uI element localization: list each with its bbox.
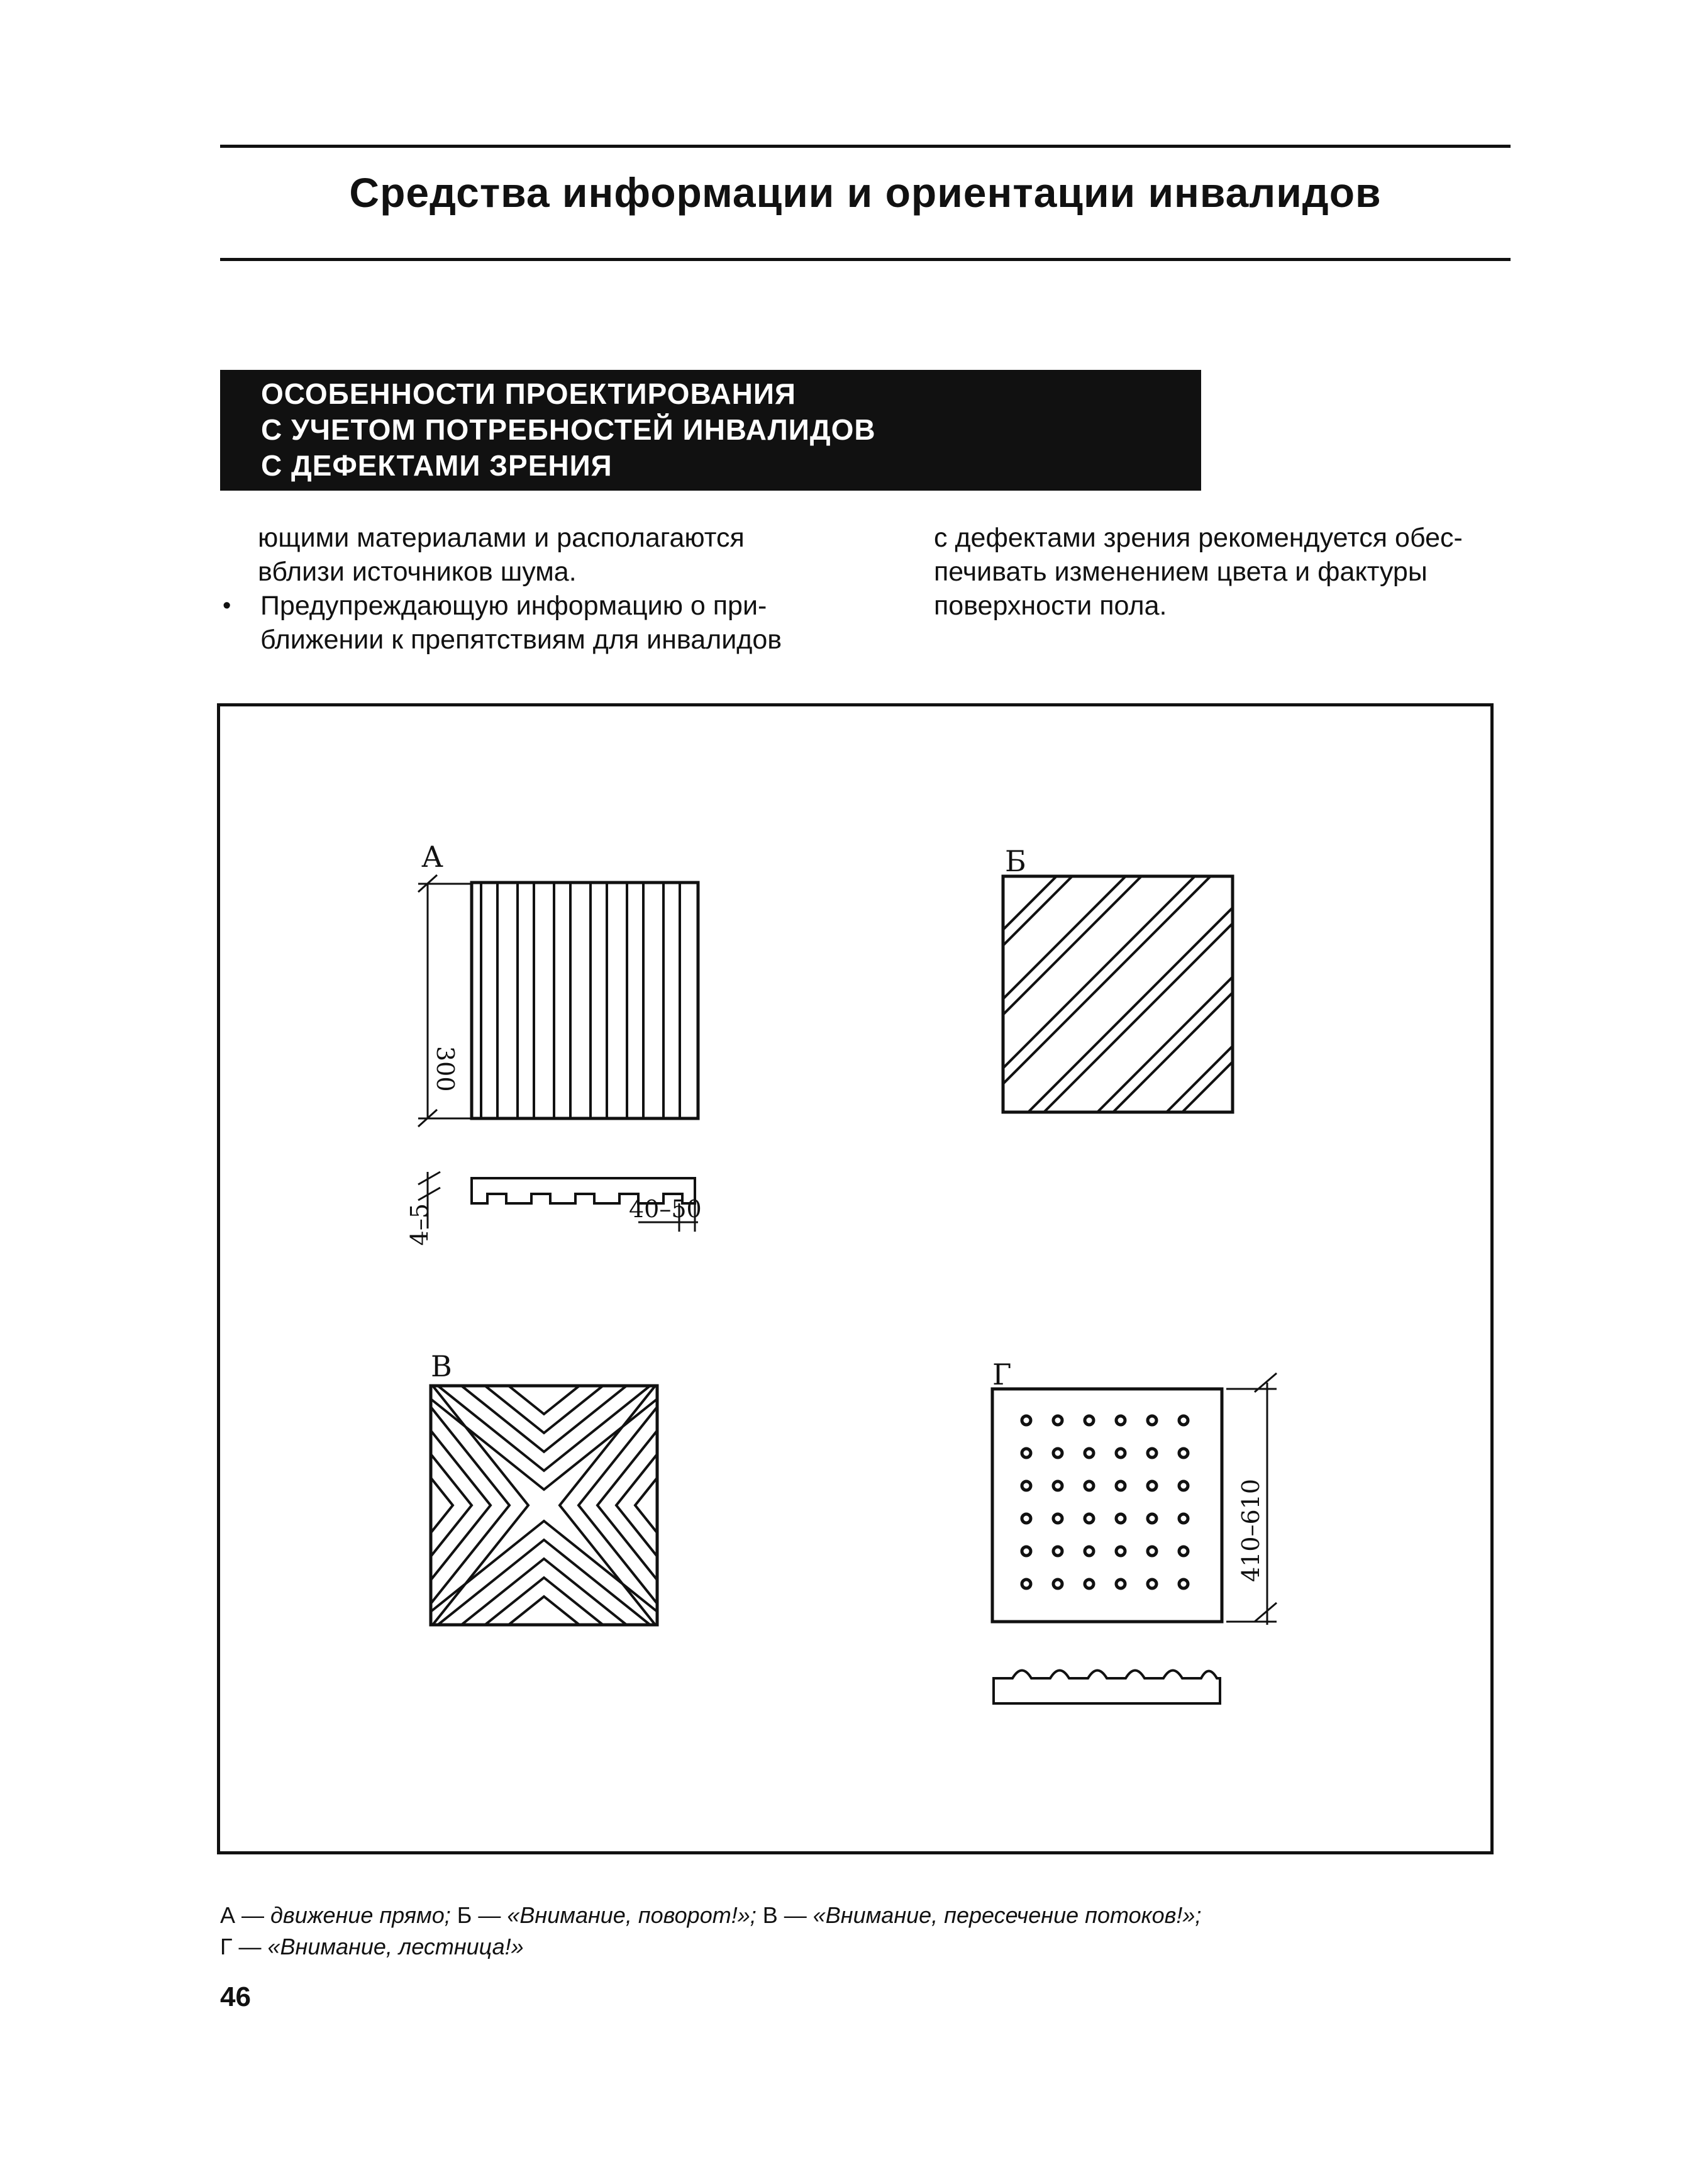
body-column-left xyxy=(220,521,824,657)
tactile-dot xyxy=(1179,1514,1188,1523)
tile-a-label: А xyxy=(421,840,443,874)
caption-text: «Внимание, пересечение потоков!»; xyxy=(806,1902,1202,1928)
tile-g-profile xyxy=(994,1671,1220,1704)
tactile-dot xyxy=(1053,1449,1062,1457)
tactile-dot xyxy=(1148,1514,1156,1523)
tile-g-dots xyxy=(1022,1416,1188,1588)
tactile-dot xyxy=(1179,1547,1188,1556)
section-header-line: ОСОБЕННОСТИ ПРОЕКТИРОВАНИЯ xyxy=(261,377,796,410)
pattern-line xyxy=(975,861,1226,1112)
tile-b-stripes xyxy=(751,861,1434,1112)
tile-a-stripes xyxy=(481,883,680,1118)
tactile-dot xyxy=(1022,1580,1031,1588)
body-line: с дефектами зрения рекомендуется обес- xyxy=(934,523,1463,553)
section-header-line: С ДЕФЕКТАМИ ЗРЕНИЯ xyxy=(261,449,613,482)
title-rule xyxy=(220,258,1511,261)
tactile-dot xyxy=(1053,1416,1062,1425)
tile-b-label: Б xyxy=(1005,844,1026,878)
tactile-dot xyxy=(1179,1416,1188,1425)
tactile-dot xyxy=(1179,1580,1188,1588)
pattern-line xyxy=(836,861,1088,1112)
tactile-dot xyxy=(1053,1580,1062,1588)
pattern-line xyxy=(767,861,1019,1112)
tactile-dot xyxy=(1085,1514,1094,1523)
tactile-dot xyxy=(1148,1481,1156,1490)
dimension-tick xyxy=(1255,1603,1277,1622)
tactile-dot xyxy=(1116,1481,1125,1490)
tactile-dot xyxy=(1148,1449,1156,1457)
tactile-dot xyxy=(1116,1416,1125,1425)
tile-g-label: Г xyxy=(992,1357,1012,1391)
tile-g xyxy=(992,1357,1277,1703)
tactile-dot xyxy=(1116,1547,1125,1556)
pattern-line xyxy=(1167,861,1418,1112)
caption-text: «Внимание, лестница!» xyxy=(261,1934,524,1959)
figure-frame xyxy=(217,703,1494,1854)
tactile-dot xyxy=(1148,1580,1156,1588)
tactile-tiles-figure xyxy=(220,706,1490,1851)
pattern-line xyxy=(1182,861,1434,1112)
tactile-dot xyxy=(1085,1580,1094,1588)
pattern-line xyxy=(906,861,1157,1112)
tile-v-outline xyxy=(431,1386,657,1625)
tactile-dot xyxy=(1116,1580,1125,1588)
pattern-line xyxy=(1113,861,1365,1112)
dim-label-relief: 4–5 xyxy=(406,1203,433,1246)
dim-label-300: 300 xyxy=(431,1046,459,1092)
tactile-dot xyxy=(1179,1481,1188,1490)
page-number: 46 xyxy=(220,1981,251,2012)
body-line: поверхности пола. xyxy=(934,591,1167,621)
dim-label-size: 410–610 xyxy=(1237,1478,1265,1583)
caption-line xyxy=(220,1900,1516,1931)
tactile-dot xyxy=(1148,1416,1156,1425)
pattern-line xyxy=(1044,861,1295,1112)
body-line: вблизи источников шума. xyxy=(258,557,577,587)
tile-b xyxy=(751,844,1434,1112)
dim-label-groove: 40–50 xyxy=(629,1195,702,1223)
tactile-dot xyxy=(1085,1481,1094,1490)
tile-v-label: В xyxy=(431,1349,452,1383)
body-line: печивать изменением цвета и фактуры xyxy=(934,557,1428,587)
bullet-item xyxy=(220,589,824,657)
body-column-right xyxy=(934,521,1509,623)
top-rule xyxy=(220,145,1511,148)
dimension-tick xyxy=(418,1188,440,1200)
pattern-line xyxy=(751,861,1003,1112)
tile-v-pattern xyxy=(352,1313,736,1697)
tactile-dot xyxy=(1116,1514,1125,1523)
tactile-dot xyxy=(1022,1449,1031,1457)
body-line: ближении к препятствиям для инвалидов xyxy=(260,625,782,655)
pattern-line xyxy=(1097,861,1349,1112)
pattern-line xyxy=(821,861,1072,1112)
body-line: ющими материалами и располагаются xyxy=(258,523,745,553)
pattern-line xyxy=(1028,861,1280,1112)
bullet-dot: • xyxy=(223,593,231,619)
tile-v xyxy=(352,1313,736,1697)
dimension-tick xyxy=(418,1172,440,1184)
tactile-dot xyxy=(1053,1547,1062,1556)
tactile-dot xyxy=(1053,1481,1062,1490)
tactile-dot xyxy=(1085,1547,1094,1556)
tactile-dot xyxy=(1022,1547,1031,1556)
tactile-dot xyxy=(1022,1481,1031,1490)
page-title: Средства информации и ориентации инвалидов xyxy=(349,169,1382,216)
caption-key: А — xyxy=(220,1902,265,1928)
tactile-dot xyxy=(1116,1449,1125,1457)
pattern-line xyxy=(890,861,1141,1112)
body-line: Предупреждающую информацию о при- xyxy=(260,591,767,621)
tactile-dot xyxy=(1148,1547,1156,1556)
pattern-line xyxy=(959,861,1211,1112)
caption-key: Г — xyxy=(220,1934,262,1959)
tactile-dot xyxy=(1022,1416,1031,1425)
tactile-dot xyxy=(1053,1514,1062,1523)
caption-line xyxy=(220,1931,1516,1963)
tactile-dot xyxy=(1022,1514,1031,1523)
tactile-dot xyxy=(1085,1416,1094,1425)
section-header-line: С УЧЕТОМ ПОТРЕБНОСТЕЙ ИНВАЛИДОВ xyxy=(261,413,876,446)
section-header xyxy=(220,370,1201,491)
caption-key: В — xyxy=(762,1902,807,1928)
tactile-dot xyxy=(1085,1449,1094,1457)
caption-text: движение прямо; xyxy=(264,1902,457,1928)
tactile-dot xyxy=(1179,1449,1188,1457)
figure-caption xyxy=(220,1900,1516,1963)
caption-text: «Внимание, поворот!»; xyxy=(501,1902,763,1928)
tile-a xyxy=(406,840,702,1245)
caption-key: Б — xyxy=(457,1902,501,1928)
